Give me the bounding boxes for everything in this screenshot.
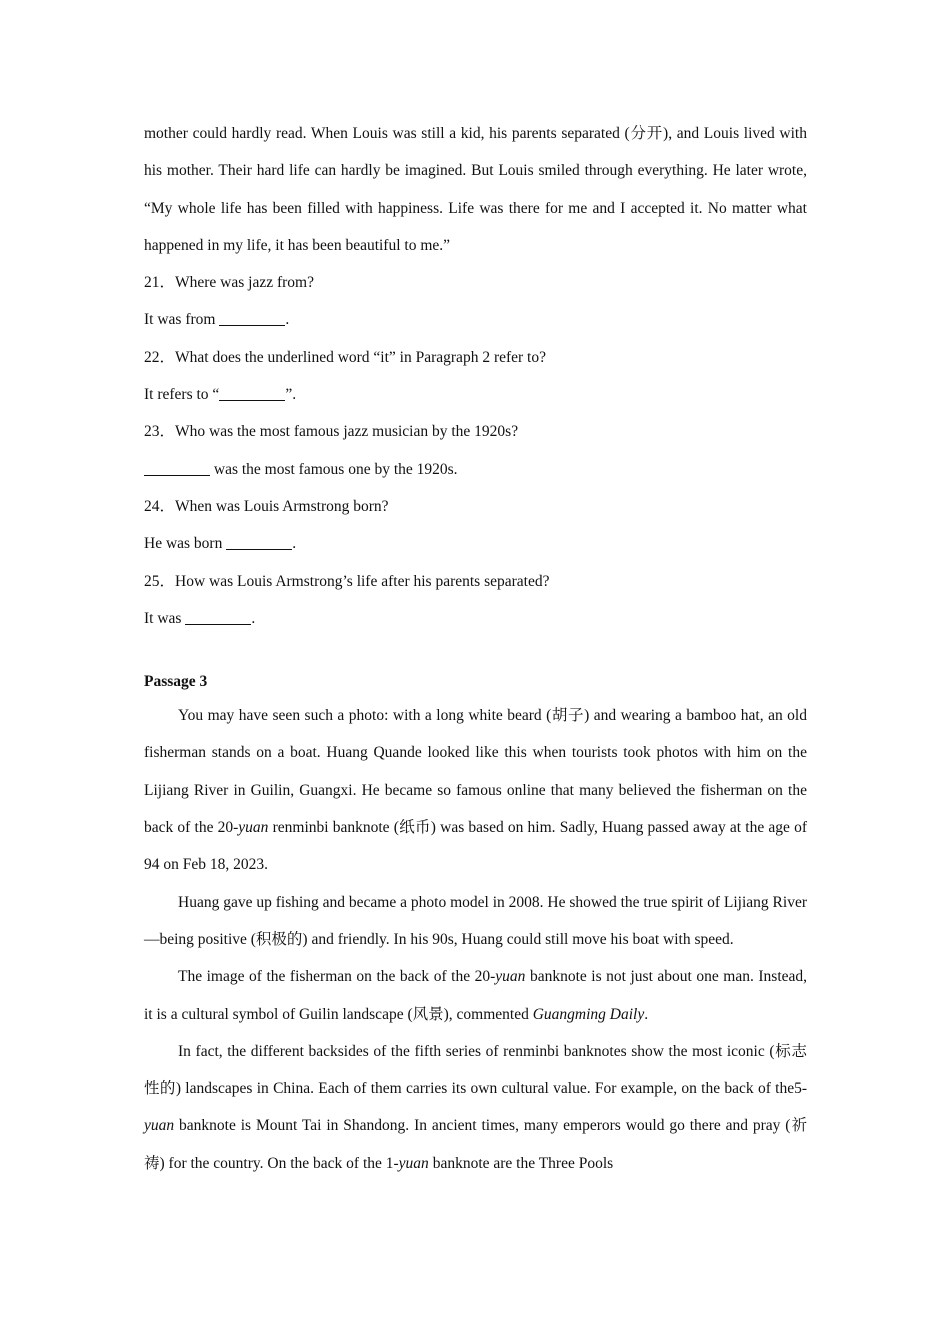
answer-blank[interactable] (226, 535, 292, 550)
answer-blank[interactable] (185, 610, 251, 625)
page-content (144, 115, 807, 1182)
passage3-paragraph-3: The image of the fisherman on the back of the 20-yuan banknote is not just about one man. Instead, it is a cultural symbol of Guilin landscape (风景), commented Guangming Daily. (144, 968, 808, 1023)
question-text: 22．What does the underlined word “it” in Paragraph 2 refer to? (144, 348, 546, 366)
answer-blank[interactable] (219, 311, 285, 326)
answer-line: It refers to “ ”. (144, 386, 297, 404)
answer-blank[interactable] (144, 461, 210, 476)
answer-line: It was from . (144, 311, 290, 329)
passage3-title: Passage 3 (144, 673, 208, 691)
question-22 (144, 339, 807, 414)
passage2-ending: mother could hardly read. When Louis was still a kid, his parents separated (分开), and Louis lived with his mother. Their hard life can hardly be imagined. But Louis smiled through everything. He later wrote, “My whole life has been filled with happiness. Life was there for me and I accepted it. No matter what happened in my life, it has been beautiful to me.” (144, 125, 807, 254)
question-21 (144, 264, 807, 339)
question-24 (144, 488, 807, 563)
question-text: 21．Where was jazz from? (144, 274, 314, 292)
answer-line: He was born . (144, 535, 297, 553)
answer-blank[interactable] (219, 386, 285, 401)
question-text: 23．Who was the most famous jazz musician by the 1920s? (144, 423, 519, 441)
question-23 (144, 413, 807, 488)
question-text: 25．How was Louis Armstrong’s life after his parents separated? (144, 572, 550, 590)
answer-line: It was . (144, 609, 256, 627)
question-25 (144, 563, 807, 638)
answer-line: was the most famous one by the 1920s. (144, 451, 807, 488)
question-text: 24．When was Louis Armstrong born? (144, 497, 389, 515)
passage3-paragraph-4: In fact, the different backsides of the fifth series of renminbi banknotes show the most iconic (标志性的) landscapes in China. Each of them carries its own cultural value. For example, on the back of the5-yuan banknote is Mount Tai in Shandong. In ancient times, many emperors would go there and pray (祈祷) for the country. On the back of the 1-yuan banknote are the Three Pools (144, 1042, 807, 1172)
passage3-paragraph-1: You may have seen such a photo: with a long white beard (胡子) and wearing a bamboo hat, an old fisherman stands on a boat. Huang Quande looked like this when tourists took photos with him on the Lijiang River in Guilin, Guangxi. He became so famous online that many believed the fisherman on the back of the 20-yuan renminbi banknote (纸币) was based on him. Sadly, Huang passed away at the age of 94 on Feb 18, 2023. (144, 707, 807, 874)
passage3-paragraph-2: Huang gave up fishing and became a photo model in 2008. He showed the true spirit of Lijiang River—being positive (积极的) and friendly. In his 90s, Huang could still move his boat with speed. (144, 893, 807, 948)
